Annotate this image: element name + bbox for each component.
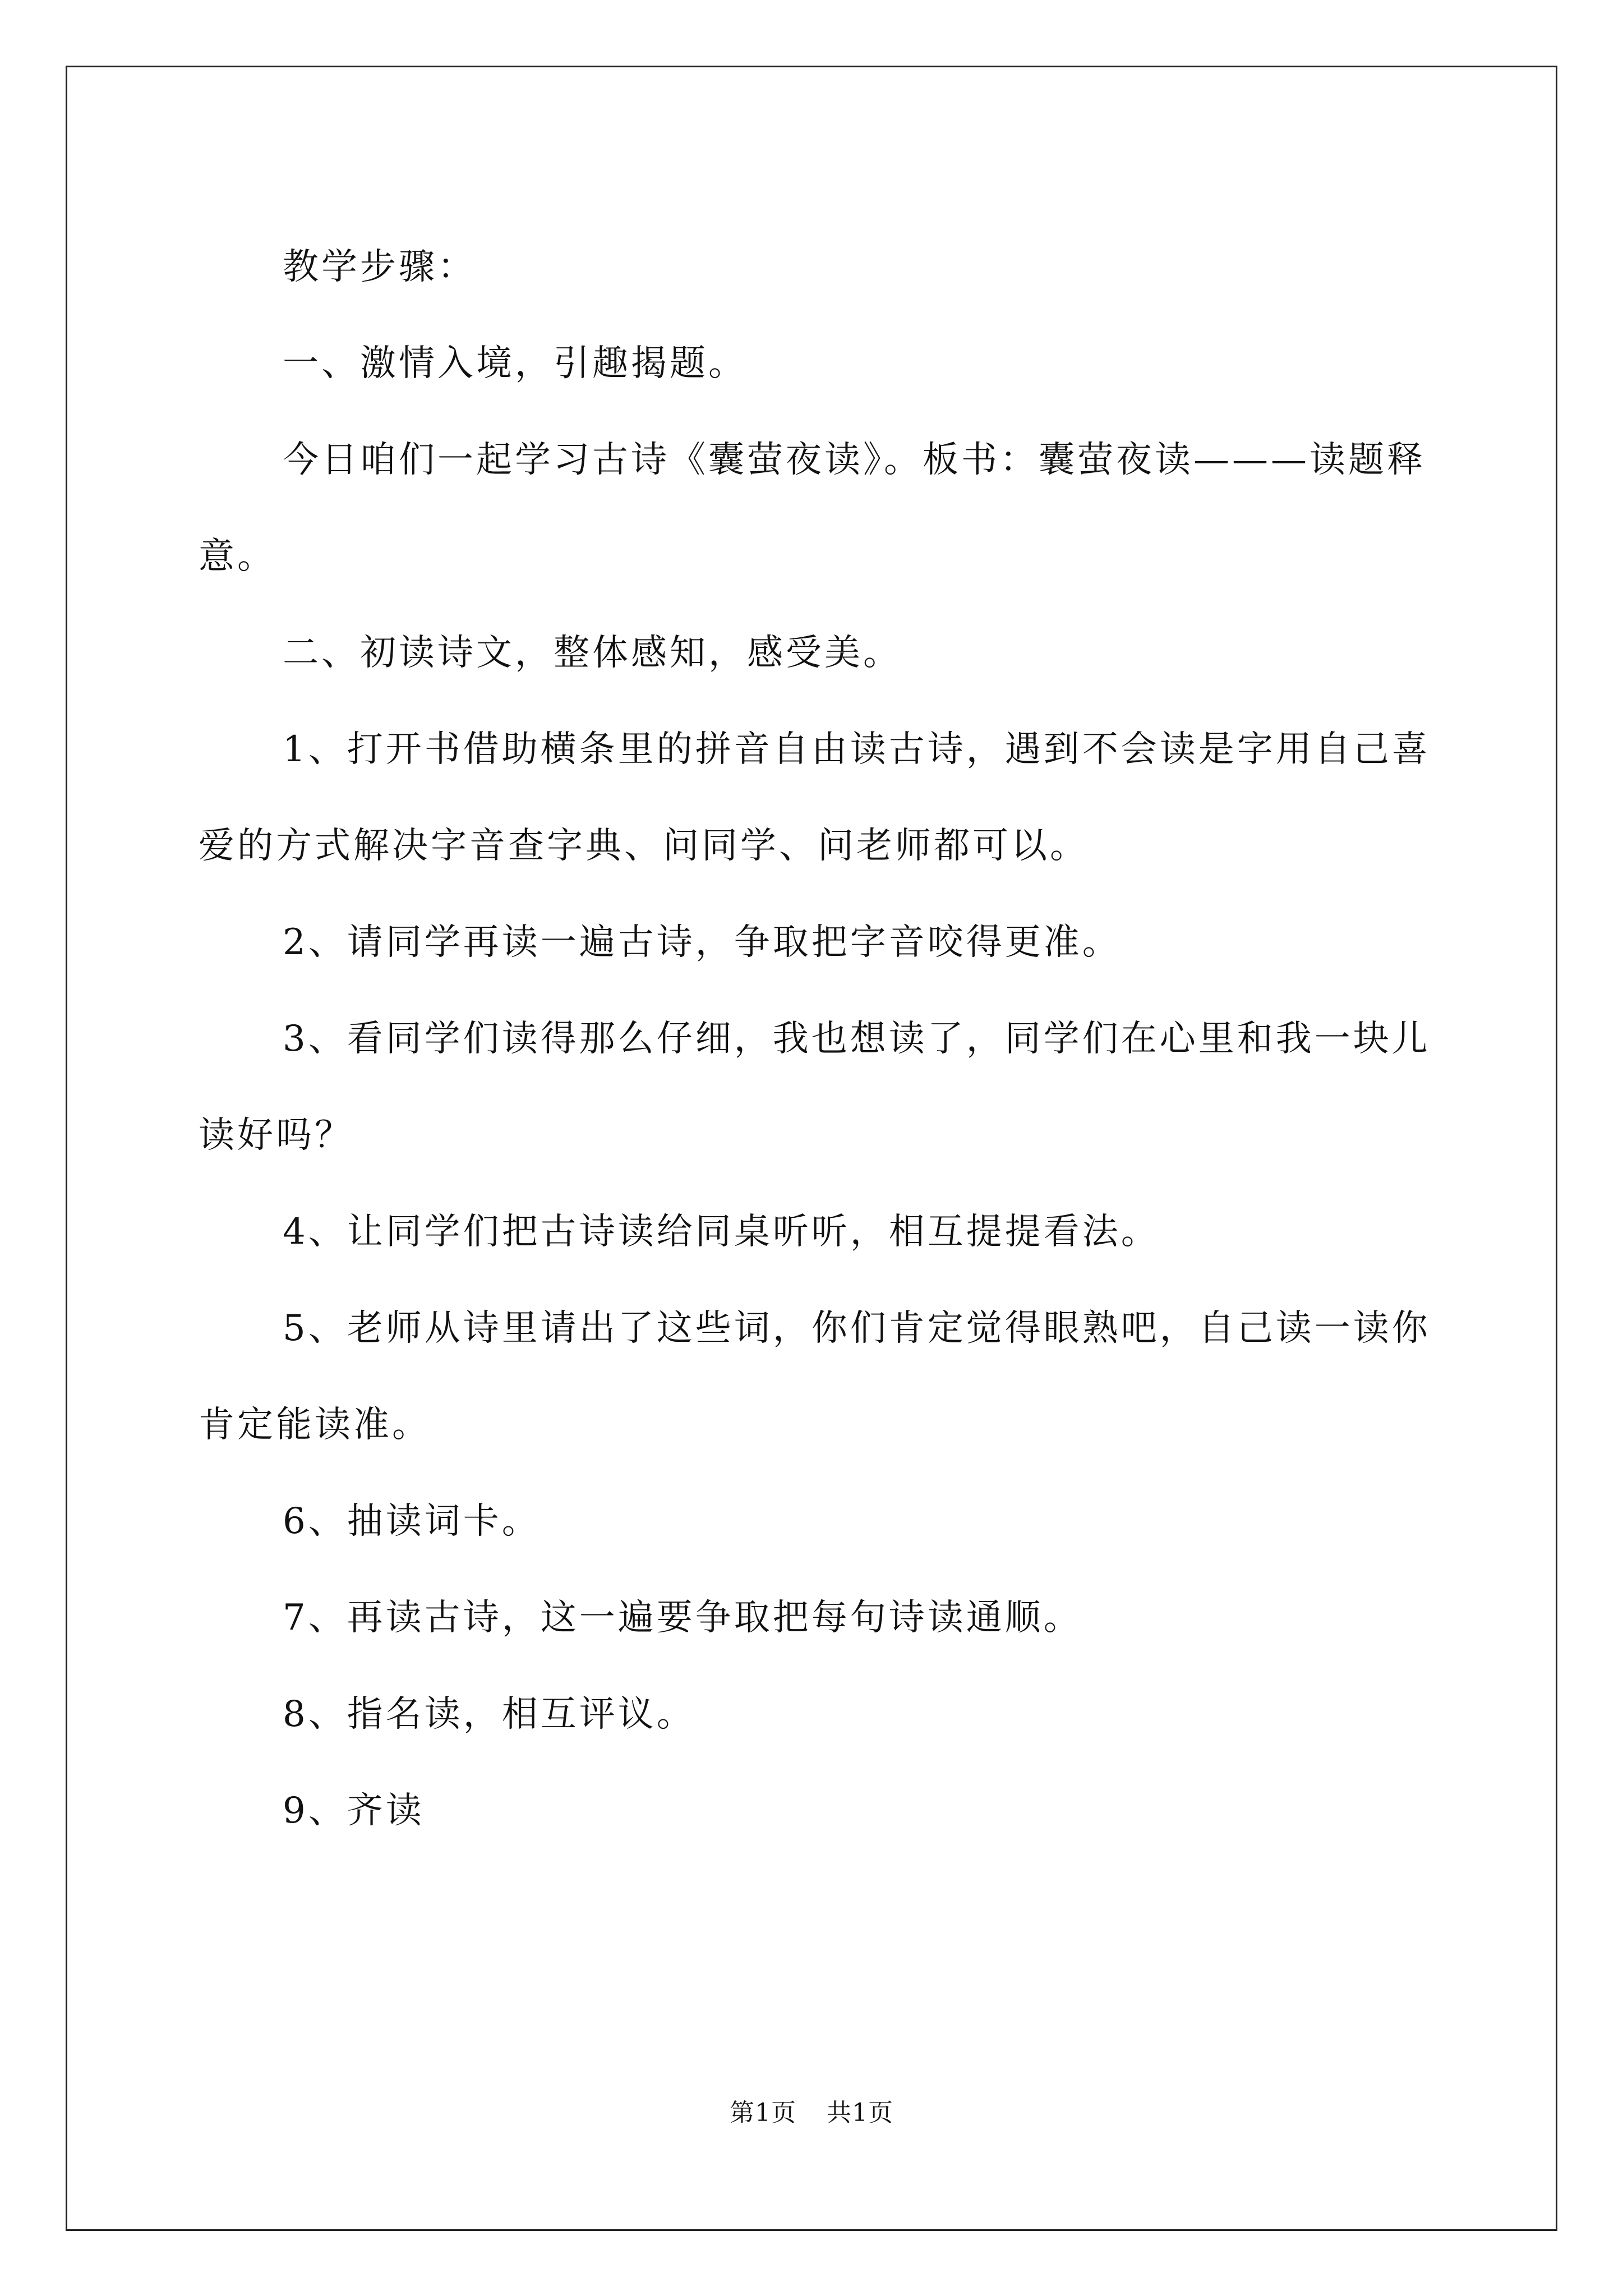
paragraph-step-4: 4、让同学们把古诗读给同桌听听，相互提提看法。 bbox=[283, 1211, 1160, 1253]
paragraph-step-9: 9、齐读 bbox=[283, 1790, 425, 1832]
document-body bbox=[199, 219, 1432, 1859]
page-number: 第1页 bbox=[730, 2099, 796, 2127]
paragraph-heading: 教学步骤： bbox=[283, 246, 476, 288]
paragraph-intro: 今日咱们一起学习古诗《囊萤夜读》。板书：囊萤夜读———读题释意。 bbox=[199, 439, 1426, 577]
paragraph-section-2: 二、初读诗文，整体感知，感受美。 bbox=[283, 632, 902, 674]
page-total: 共1页 bbox=[827, 2099, 893, 2127]
paragraph-step-3: 3、看同学们读得那么仔细，我也想读了，同学们在心里和我一块儿读好吗？ bbox=[199, 1018, 1431, 1156]
paragraph-step-2: 2、请同学再读一遍古诗，争取把字音咬得更准。 bbox=[283, 922, 1121, 963]
page-footer bbox=[0, 2092, 1623, 2128]
paragraph-step-5: 5、老师从诗里请出了这些词，你们肯定觉得眼熟吧，自己读一读你肯定能读准。 bbox=[199, 1308, 1431, 1446]
paragraph-step-1: 1、打开书借助横条里的拼音自由读古诗，遇到不会读是字用自己喜爱的方式解决字音查字典、问同学、问老师都可以。 bbox=[199, 729, 1431, 867]
paragraph-section-1: 一、激情入境，引趣揭题。 bbox=[283, 343, 747, 384]
paragraph-step-6: 6、抽读词卡。 bbox=[283, 1501, 541, 1542]
paragraph-step-8: 8、指名读，相互评议。 bbox=[283, 1694, 695, 1735]
paragraph-step-7: 7、再读古诗，这一遍要争取把每句诗读通顺。 bbox=[283, 1597, 1082, 1639]
